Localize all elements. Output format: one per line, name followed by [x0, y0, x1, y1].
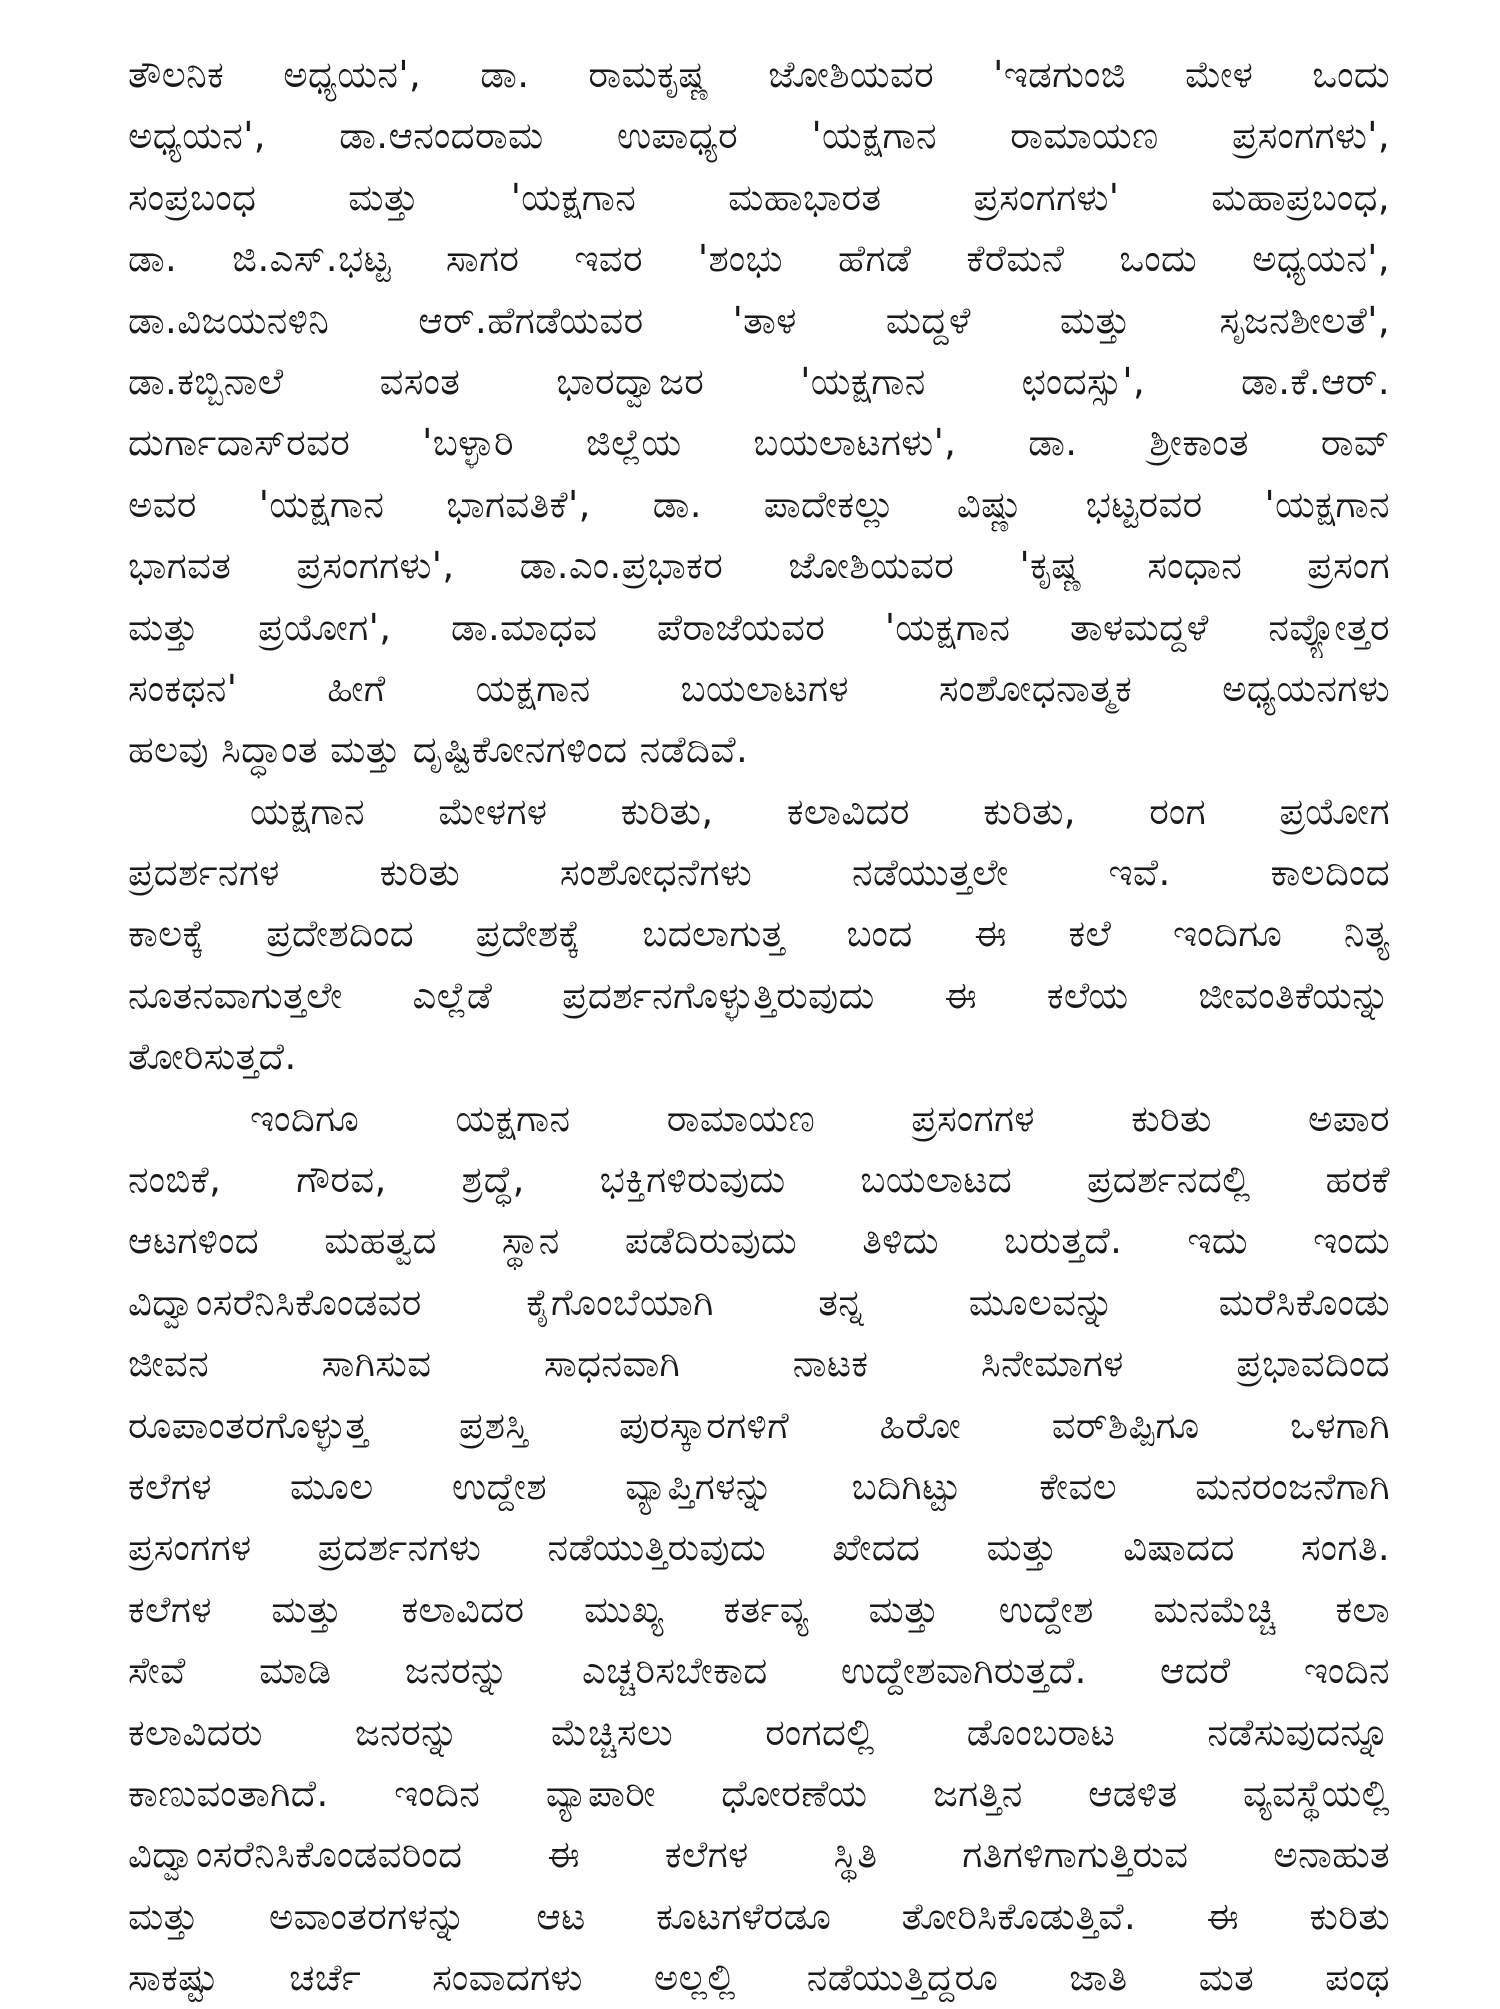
text-line: ಜೀವನ ಸಾಗಿಸುವ ಸಾಧನವಾಗಿ ನಾಟಕ ಸಿನೇಮಾಗಳ ಪ್ರಭಾವದಿಂದ: [128, 1342, 1390, 1386]
text-line: ಅವರ 'ಯಕ್ಷಗಾನ ಭಾಗವತಿಕೆ', ಡಾ. ಪಾದೇಕಲ್ಲು ವಿಷ್ಣು ಭಟ್ಟರವರ 'ಯಕ್ಷಗಾನ: [128, 482, 1390, 526]
text-line: ಡಾ. ಜಿ.ಎಸ್.ಭಟ್ಟ ಸಾಗರ ಇವರ 'ಶಂಭು ಹೆಗಡೆ ಕೆರೆಮನೆ ಒಂದು ಅಧ್ಯಯನ',: [128, 237, 1390, 281]
text-line: ಕಾಣುವಂತಾಗಿದೆ. ಇಂದಿನ ವ್ಯಾಪಾರೀ ಧೋರಣೆಯ ಜಗತ್ತಿನ ಆಡಳಿತ ವ್ಯವಸ್ಥೆಯಲ್ಲಿ: [128, 1771, 1390, 1815]
text-line: ತೋರಿಸುತ್ತದೆ.: [128, 1035, 297, 1079]
text-line: ನೂತನವಾಗುತ್ತಲೇ ಎಲ್ಲೆಡೆ ಪ್ರದರ್ಶನಗೊಳ್ಳುತ್ತಿರುವುದು ಈ ಕಲೆಯ ಜೀವಂತಿಕೆಯನ್ನು: [128, 973, 1390, 1017]
text-line: ಇಂದಿಗೂ ಯಕ್ಷಗಾನ ರಾಮಾಯಣ ಪ್ರಸಂಗಗಳ ಕುರಿತು ಅಪಾರ: [250, 1096, 1390, 1140]
text-line: ಕಲೆಗಳ ಮತ್ತು ಕಲಾವಿದರ ಮುಖ್ಯ ಕರ್ತವ್ಯ ಮತ್ತು ಉದ್ದೇಶ ಮನಮೆಚ್ಚಿ ಕಲಾ: [128, 1587, 1390, 1631]
text-line: ಸಂಕಥನ' ಹೀಗೆ ಯಕ್ಷಗಾನ ಬಯಲಾಟಗಳ ಸಂಶೋಧನಾತ್ಮಕ ಅಧ್ಯಯನಗಳು: [128, 666, 1390, 710]
text-line: ತೌಲನಿಕ ಅಧ್ಯಯನ', ಡಾ. ರಾಮಕೃಷ್ಣ ಜೋಶಿಯವರ 'ಇಡಗುಂಜಿ ಮೇಳ ಒಂದು: [128, 53, 1390, 96]
text-line: ಆಟಗಳಿಂದ ಮಹತ್ವದ ಸ್ಥಾನ ಪಡೆದಿರುವುದು ತಿಳಿದು ಬರುತ್ತದೆ. ಇದು ಇಂದು: [128, 1219, 1390, 1263]
text-line: ಸಾಕಷ್ಟು ಚರ್ಚೆ ಸಂವಾದಗಳು ಅಲ್ಲಲ್ಲಿ ನಡೆಯುತ್ತಿದ್ದರೂ ಜಾತಿ ಮತ ಪಂಥ: [128, 1956, 1390, 2000]
text-line: ವಿದ್ವಾಂಸರೆನಿಸಿಕೊಂಡವರ ಕೈಗೊಂಬೆಯಾಗಿ ತನ್ನ ಮೂಲವನ್ನು ಮರೆಸಿಕೊಂಡು: [128, 1280, 1390, 1324]
paragraph-3: [128, 1088, 1390, 2009]
document-page: [128, 44, 1390, 2000]
text-line: ಮತ್ತು ಅವಾಂತರಗಳನ್ನು ಆಟ ಕೂಟಗಳೆರಡೂ ತೋರಿಸಿಕೊಡುತ್ತಿವೆ. ಈ ಕುರಿತು: [128, 1894, 1390, 1938]
text-line: ಅಧ್ಯಯನ', ಡಾ.ಆನಂದರಾಮ ಉಪಾಧ್ಯರ 'ಯಕ್ಷಗಾನ ರಾಮಾಯಣ ಪ್ರಸಂಗಗಳು',: [128, 114, 1390, 158]
text-line: ಕಲಾವಿದರು ಜನರನ್ನು ಮೆಚ್ಚಿಸಲು ರಂಗದಲ್ಲಿ ಡೊಂಬರಾಟ ನಡೆಸುವುದನ್ನೂ: [128, 1710, 1390, 1754]
text-line: ಪ್ರಸಂಗಗಳ ಪ್ರದರ್ಶನಗಳು ನಡೆಯುತ್ತಿರುವುದು ಖೇದದ ಮತ್ತು ವಿಷಾದದ ಸಂಗತಿ.: [128, 1526, 1390, 1570]
text-line: ಹಲವು ಸಿದ್ಧಾಂತ ಮತ್ತು ದೃಷ್ಟಿಕೋನಗಳಿಂದ ನಡೆದಿವೆ.: [128, 728, 749, 772]
text-line: ದುರ್ಗಾದಾಸ್‌ರವರ 'ಬಳ್ಳಾರಿ ಜಿಲ್ಲೆಯ ಬಯಲಾಟಗಳು', ಡಾ. ಶ್ರೀಕಾಂತ ರಾವ್: [128, 421, 1390, 465]
text-line: ಮತ್ತು ಪ್ರಯೋಗ', ಡಾ.ಮಾಧವ ಪೆರಾಜೆಯವರ 'ಯಕ್ಷಗಾನ ತಾಳಮದ್ದಳೆ ನವ್ಯೋತ್ತರ: [128, 605, 1390, 649]
paragraph-2: [128, 781, 1390, 1088]
text-line: ಕಾಲಕ್ಕೆ ಪ್ರದೇಶದಿಂದ ಪ್ರದೇಶಕ್ಕೆ ಬದಲಾಗುತ್ತ ಬಂದ ಈ ಕಲೆ ಇಂದಿಗೂ ನಿತ್ಯ: [128, 912, 1390, 956]
text-line: ರೂಪಾಂತರಗೊಳ್ಳುತ್ತ ಪ್ರಶಸ್ತಿ ಪುರಸ್ಕಾರಗಳಿಗೆ ಹಿರೋ ವರ್‌ಶಿಪ್ಪಿಗೂ ಒಳಗಾಗಿ: [128, 1403, 1390, 1447]
text-line: ಡಾ.ವಿಜಯನಳಿನಿ ಆರ್.ಹೆಗಡೆಯವರ 'ತಾಳ ಮದ್ದಳೆ ಮತ್ತು ಸೃಜನಶೀಲತೆ',: [128, 298, 1390, 342]
text-line: ಯಕ್ಷಗಾನ ಮೇಳಗಳ ಕುರಿತು, ಕಲಾವಿದರ ಕುರಿತು, ರಂಗ ಪ್ರಯೋಗ: [250, 789, 1390, 833]
text-line: ನಂಬಿಕೆ, ಗೌರವ, ಶ್ರದ್ಧೆ, ಭಕ್ತಿಗಳಿರುವುದು ಬಯಲಾಟದ ಪ್ರದರ್ಶನದಲ್ಲಿ ಹರಕೆ: [128, 1158, 1390, 1202]
text-line: ಕಲೆಗಳ ಮೂಲ ಉದ್ದೇಶ ವ್ಯಾಪ್ತಿಗಳನ್ನು ಬದಿಗಿಟ್ಟು ಕೇವಲ ಮನರಂಜನೆಗಾಗಿ: [128, 1464, 1390, 1508]
text-line: ವಿದ್ವಾಂಸರೆನಿಸಿಕೊಂಡವರಿಂದ ಈ ಕಲೆಗಳ ಸ್ಥಿತಿ ಗತಿಗಳಿಗಾಗುತ್ತಿರುವ ಅನಾಹುತ: [128, 1833, 1390, 1877]
text-line: ಸಂಪ್ರಬಂಧ ಮತ್ತು 'ಯಕ್ಷಗಾನ ಮಹಾಭಾರತ ಪ್ರಸಂಗಗಳು' ಮಹಾಪ್ರಬಂಧ,: [128, 175, 1390, 219]
text-line: ಪ್ರದರ್ಶನಗಳ ಕುರಿತು ಸಂಶೋಧನೆಗಳು ನಡೆಯುತ್ತಲೇ ಇವೆ. ಕಾಲದಿಂದ: [128, 851, 1390, 895]
text-line: ಡಾ.ಕಬ್ಬಿನಾಲೆ ವಸಂತ ಭಾರದ್ವಾಜರ 'ಯಕ್ಷಗಾನ ಛಂದಸ್ಸು', ಡಾ.ಕೆ.ಆರ್.: [128, 359, 1390, 403]
text-line: ಭಾಗವತ ಪ್ರಸಂಗಗಳು', ಡಾ.ಎಂ.ಪ್ರಭಾಕರ ಜೋಶಿಯವರ 'ಕೃಷ್ಣ ಸಂಧಾನ ಪ್ರಸಂಗ: [128, 544, 1390, 588]
paragraph-1: [128, 44, 1390, 781]
text-line: ಸೇವೆ ಮಾಡಿ ಜನರನ್ನು ಎಚ್ಚರಿಸಬೇಕಾದ ಉದ್ದೇಶವಾಗಿರುತ್ತದೆ. ಆದರೆ ಇಂದಿನ: [128, 1649, 1390, 1693]
